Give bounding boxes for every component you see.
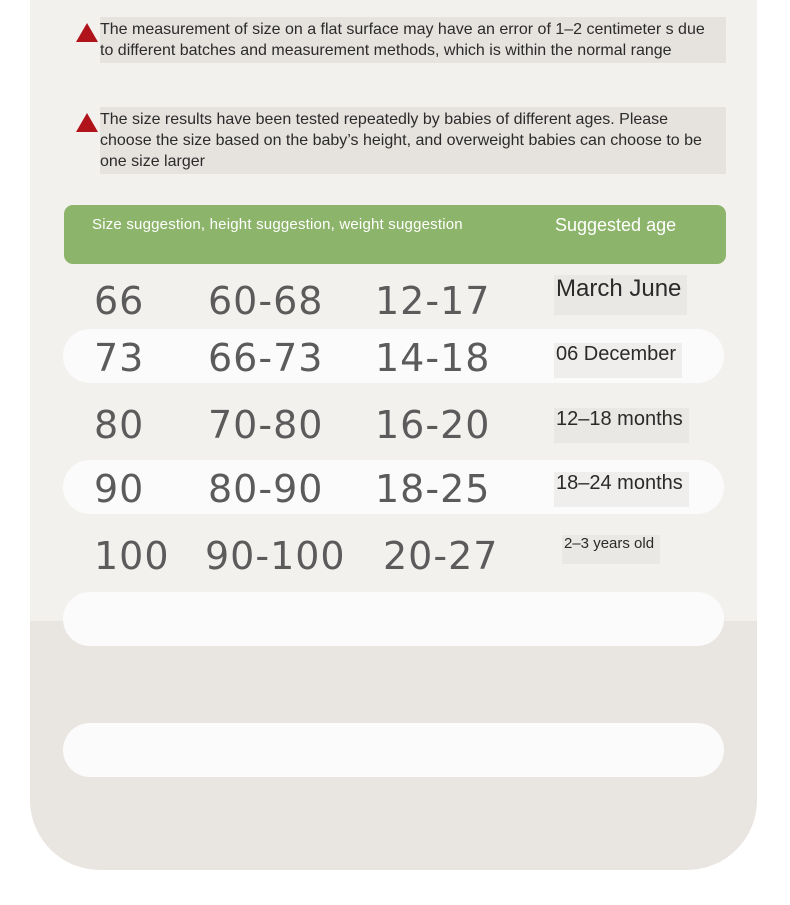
height-cell: 66-73 <box>208 336 324 380</box>
height-cell: 80-90 <box>208 467 324 511</box>
note-text: The size results have been tested repeatedly by babies of different ages. Please choose the size based on the baby’s height, and overweight babies can choose to be one size larger <box>100 107 726 174</box>
table-row <box>63 460 724 514</box>
header-age-label: Suggested age <box>555 215 677 235</box>
measurement-error-note <box>76 17 726 63</box>
size-cell: 100 <box>94 534 170 578</box>
weight-cell: 18-25 <box>375 467 491 511</box>
table-row <box>63 396 724 450</box>
age-cell: March June <box>554 275 687 315</box>
size-cell: 90 <box>94 467 145 511</box>
weight-cell: 12-17 <box>375 279 491 323</box>
note-text: The measurement of size on a flat surface may have an error of 1–2 centimeter s due to different batches and measurement methods, which is within the normal range <box>100 17 726 63</box>
size-selection-note <box>76 107 726 174</box>
age-cell: 18–24 months <box>554 472 689 507</box>
table-header <box>64 205 726 264</box>
header-columns-label: Size suggestion, height suggestion, weight suggestion <box>92 216 463 233</box>
age-cell: 2–3 years old <box>562 535 660 564</box>
age-cell: 12–18 months <box>554 408 689 443</box>
table-row <box>63 329 724 383</box>
age-cell: 06 December <box>554 343 682 378</box>
warning-triangle-icon <box>76 23 98 42</box>
size-cell: 66 <box>94 279 145 323</box>
size-cell: 80 <box>94 403 145 447</box>
empty-table-row <box>63 723 724 777</box>
warning-triangle-icon <box>76 113 98 132</box>
size-cell: 73 <box>94 336 145 380</box>
weight-cell: 20-27 <box>383 534 499 578</box>
height-cell: 60-68 <box>208 279 324 323</box>
empty-table-row <box>63 592 724 646</box>
weight-cell: 14-18 <box>375 336 491 380</box>
height-cell: 90-100 <box>205 534 346 578</box>
table-row <box>63 527 724 581</box>
height-cell: 70-80 <box>208 403 324 447</box>
table-row <box>63 272 724 326</box>
weight-cell: 16-20 <box>375 403 491 447</box>
